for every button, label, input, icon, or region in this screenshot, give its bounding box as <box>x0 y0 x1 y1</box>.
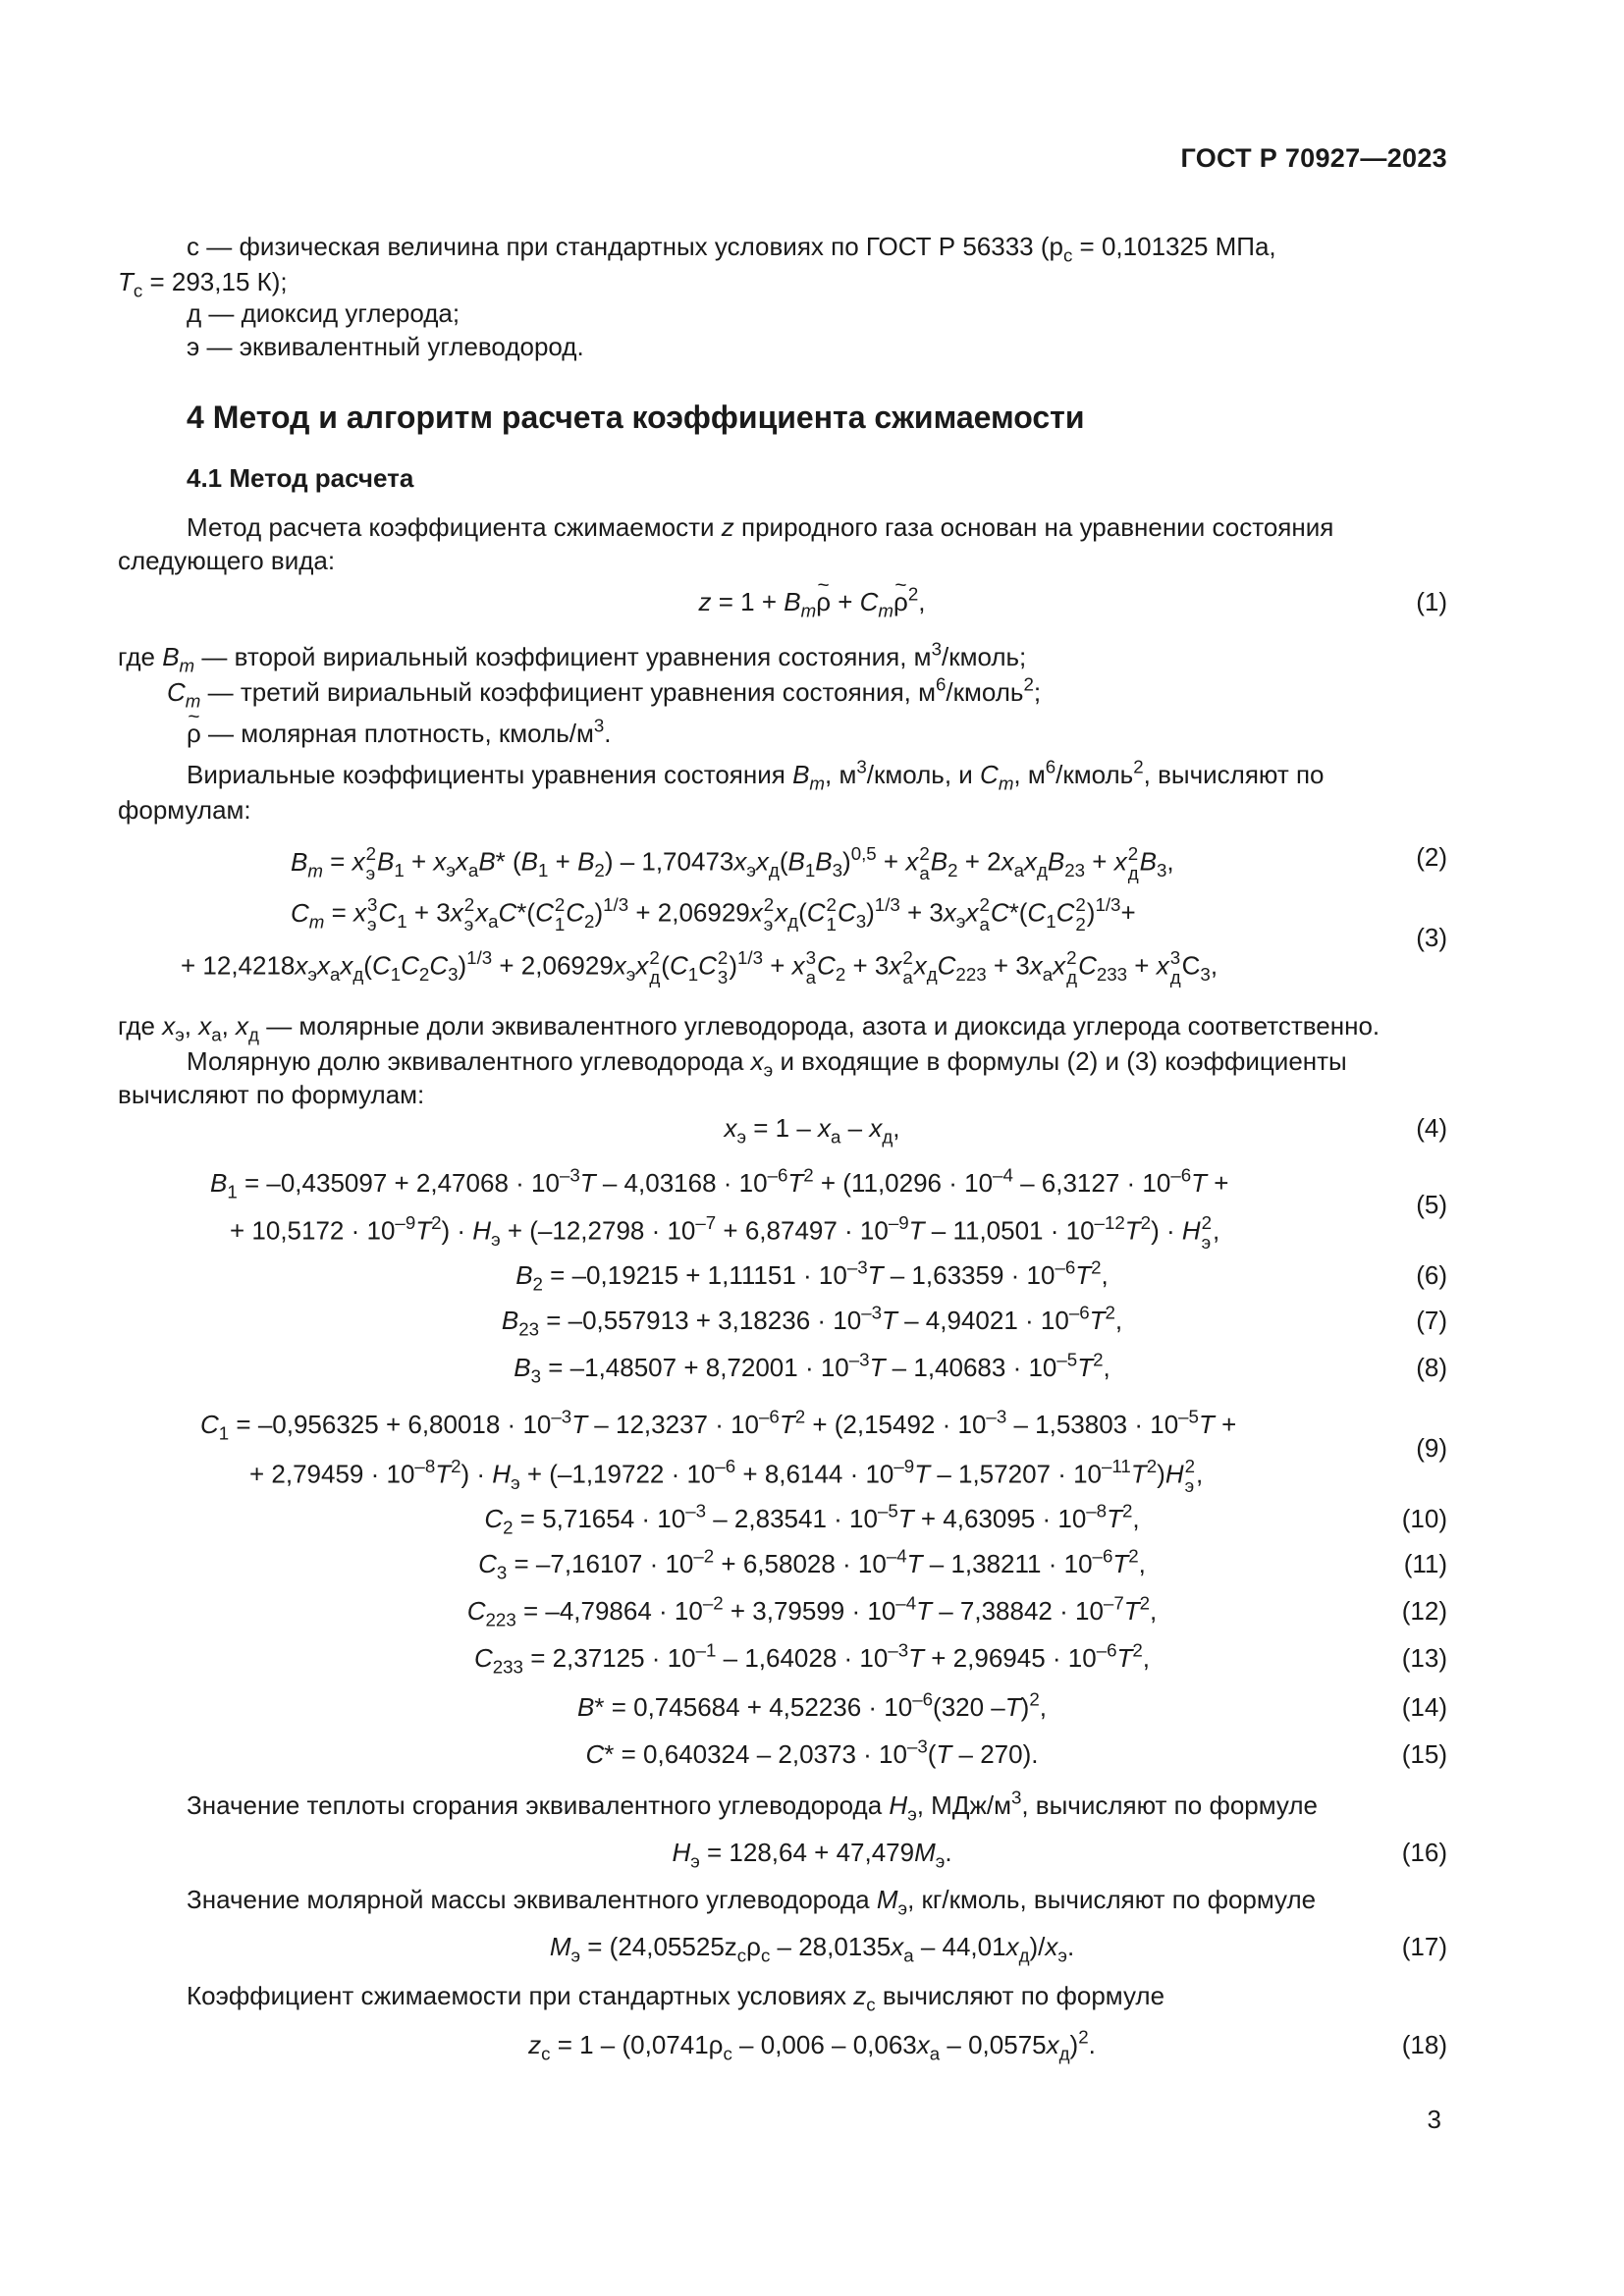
formula-9-line2: + $2,79459 \cdot 10^{-8}T^2) \cdot H_э + (-1,19722 \cdot 10^{-6} + 8,6144 \cdot 10^{-9}T - 1,57207 \cdot 10^{-11}T^2)H$ 2 э , <box>249 1456 1204 1496</box>
formula-8: $B_3 = -1,48507 + 8,72001 \cdot 10^{-3}T - 1,40683 \cdot 10^{-5}T^2$, <box>514 1349 1110 1387</box>
where-cm: $C_m$ — третий вириальный коэффициент уравнения состояния, $м^6/кмоль^2$; <box>167 673 1042 712</box>
where-rho: ~ ρ — молярная плотность, кмоль/$м^3$. <box>187 721 612 746</box>
subsection-heading: 4.1 Метод расчета <box>187 463 414 493</box>
def-c-line2: $T_с = 293,15$ К); <box>118 267 288 301</box>
eqnum-12: (12) <box>1401 1596 1447 1626</box>
eqnum-3: (3) <box>1416 923 1447 952</box>
formula-11: $C_3 = -7,16107 \cdot 10^{-2} + 6,58028 \cdot 10^{-4}T - 1,38211 \cdot 10^{-6}T^2$, <box>478 1545 1146 1583</box>
formula-5-line2: + $10,5172 \cdot 10^{-9}T^2) \cdot H_э + (-12,2798 \cdot 10^{-7} + 6,87497 \cdot 10^{-9}T - 11,0501 \cdot 10^{-12}T^2) \cdot H$ 2 э , <box>230 1212 1220 1253</box>
where-bm: где $B_m$ — второй вириальный коэффициент уравнения состояния, $м^3$/кмоль; <box>118 638 1027 676</box>
virial-line2: формулам: <box>118 795 251 825</box>
eqnum-10: (10) <box>1401 1504 1447 1533</box>
eqnum-2: (2) <box>1416 842 1447 872</box>
eqnum-18: (18) <box>1401 2030 1447 2059</box>
eqnum-4: (4) <box>1416 1113 1447 1143</box>
mole-fractions-def: где $x_э$, $x_а$, $x_д$ — молярные доли эквивалентного углеводорода, азота и диоксида углерода соответственно. <box>118 1011 1380 1045</box>
eqnum-9: (9) <box>1416 1433 1447 1463</box>
formula-6: $B_2 = -0,19215 + 1,11151 \cdot 10^{-3}T - 1,63359 \cdot 10^{-6}T^2$, <box>515 1256 1109 1295</box>
intro-line2: следующего вида: <box>118 546 336 575</box>
formula-10: $C_2 = 5,71654 \cdot 10^{-3} - 2,83541 \cdot 10^{-5}T + 4,63095 \cdot 10^{-8}T^2$, <box>484 1500 1140 1538</box>
virial-line1: Вириальные коэффициенты уравнения состояния $B_m$, $м^3$/кмоль, и $C_m$, $м^6/кмоль^2$, вычисляют по <box>187 756 1325 794</box>
formula-2: $B_m = x$ 2 э $B_1 + x_эx_аB*$ $(B_1 + B_2) - 1,70473x_эx_д(B_1B_3)^{0,5} + x$ 2 а $B_2 + 2x_аx_дB_{23} + x$ 2 д $B_3$, <box>291 843 1174 883</box>
document-header: ГОСТ Р 70927—2023 <box>1180 143 1447 173</box>
section-heading: 4 Метод и алгоритм расчета коэффициента сжимаемости <box>187 400 1085 435</box>
formula-15: $C* = 0,640324 - 2,0373 \cdot 10^{-3}(T - 270)$. <box>585 1735 1039 1769</box>
eqnum-16: (16) <box>1401 1838 1447 1867</box>
page-number: 3 <box>1427 2105 1441 2134</box>
def-e: э — эквивалентный углеводород. <box>187 332 584 361</box>
formula-5-line1: $B_1 = -0,435097 + 2,47068 \cdot 10^{-3}T - 4,03168 \cdot 10^{-6}T^2 + (11,0296 \cdot 10^{-4} - 6,3127 \cdot 10^{-6}T$ + <box>210 1164 1229 1202</box>
he-text: Значение теплоты сгорания эквивалентного углеводорода $H_э$, МДж/$м^3$, вычисляют по формуле <box>187 1787 1318 1825</box>
eqnum-1: (1) <box>1416 587 1447 616</box>
intro-line1: Метод расчета коэффициента сжимаемости z природного газа основан на уравнении состояния <box>187 512 1334 542</box>
formula-13: $C_{233} = 2,37125 \cdot 10^{-1} - 1,64028 \cdot 10^{-3}T + 2,96945 \cdot 10^{-6}T^2$, <box>473 1639 1151 1678</box>
formula-12: $C_{223} = -4,79864 \cdot 10^{-2} + 3,79599 \cdot 10^{-4}T - 7,38842 \cdot 10^{-7}T^2$, <box>466 1592 1158 1630</box>
formula-7: $B_{23} = -0,557913 + 3,18236 \cdot 10^{-3}T - 4,94021 \cdot 10^{-6}T^2$, <box>501 1302 1123 1340</box>
def-c-line1: с — физическая величина при стандартных условиях по ГОСТ Р 56333 ($p_с = 0,101325$ МПа, <box>187 232 1276 266</box>
eqnum-11: (11) <box>1403 1549 1447 1578</box>
eqnum-15: (15) <box>1401 1739 1447 1769</box>
eqnum-5: (5) <box>1416 1190 1447 1219</box>
eqnum-17: (17) <box>1401 1932 1447 1961</box>
eqnum-8: (8) <box>1416 1353 1447 1382</box>
me-text: Значение молярной массы эквивалентного углеводорода $M_э$, кг/кмоль, вычисляют по формуле <box>187 1885 1317 1919</box>
eqnum-13: (13) <box>1401 1643 1447 1673</box>
formula-9-line1: $C_1 = -0,956325 + 6,80018 \cdot 10^{-3}T - 12,3237 \cdot 10^{-6}T^2 + (2,15492 \cdot 10^{-3} - 1,53803 \cdot 10^{-5}T$ + <box>200 1406 1237 1444</box>
formula-17: $M_э = (24,05525z_с\rho_с - 28,0135x_а - 44,01x_д)/x_э$. <box>549 1932 1075 1966</box>
formula-3-line1: $C_m = x$ 3 э $C_1 + 3x$ 2 э $x_аC*(C$ 2 1 $C_2)^{1/3} + 2,06929x$ 2 э $x_д(C$ 2 1 $C_3)^{1/3} + 3x_эx$ 2 а $C*(C_1C$ 2 2 )$^{1/3}$+ <box>291 894 1136 934</box>
formula-18: $z_с = 1 - (0,0741\rho_с - 0,006 - 0,063x_а - 0,0575x_д)^2$. <box>528 2026 1096 2064</box>
def-d: д — диоксид углерода; <box>187 298 460 328</box>
zc-text: Коэффициент сжимаемости при стандартных условиях $z_с$ вычисляют по формуле <box>187 1981 1165 2015</box>
formula-3-line2: + $12,4218x_эx_аx_д(C_1C_2C_3)^{1/3} + 2,06929x_эx$ 2 д ($C_1C$ 2 3 )$^{1/3}$ + x 3 а $C_2 + 3x$ 2 а $x_дC_{223} + 3x_аx$ 2 д $C_{233} + x$ 3 д $C_3$, <box>181 947 1218 988</box>
formula-1: $z = 1 + B_m\sim$ $\rho + C_m\sim$ $\rho^2$, <box>0 589 1624 614</box>
eqnum-14: (14) <box>1401 1692 1447 1722</box>
formula-16: $H_э = 128,64 + 47,479M_э$. <box>672 1838 952 1872</box>
eqnum-7: (7) <box>1416 1306 1447 1335</box>
mole-line2: вычисляют по формулам: <box>118 1080 425 1109</box>
formula-14: $B* = 0,745684 + 4,52236 \cdot 10^{-6}(320$ –T)$^2$, <box>577 1688 1047 1722</box>
eqnum-6: (6) <box>1416 1260 1447 1290</box>
mole-line1: Молярную долю эквивалентного углеводорода $x_э$ и входящие в формулы (2) и (3) коэффициенты <box>187 1046 1347 1081</box>
formula-4: $x_э = 1 - x_а - x_д$, <box>724 1113 900 1148</box>
